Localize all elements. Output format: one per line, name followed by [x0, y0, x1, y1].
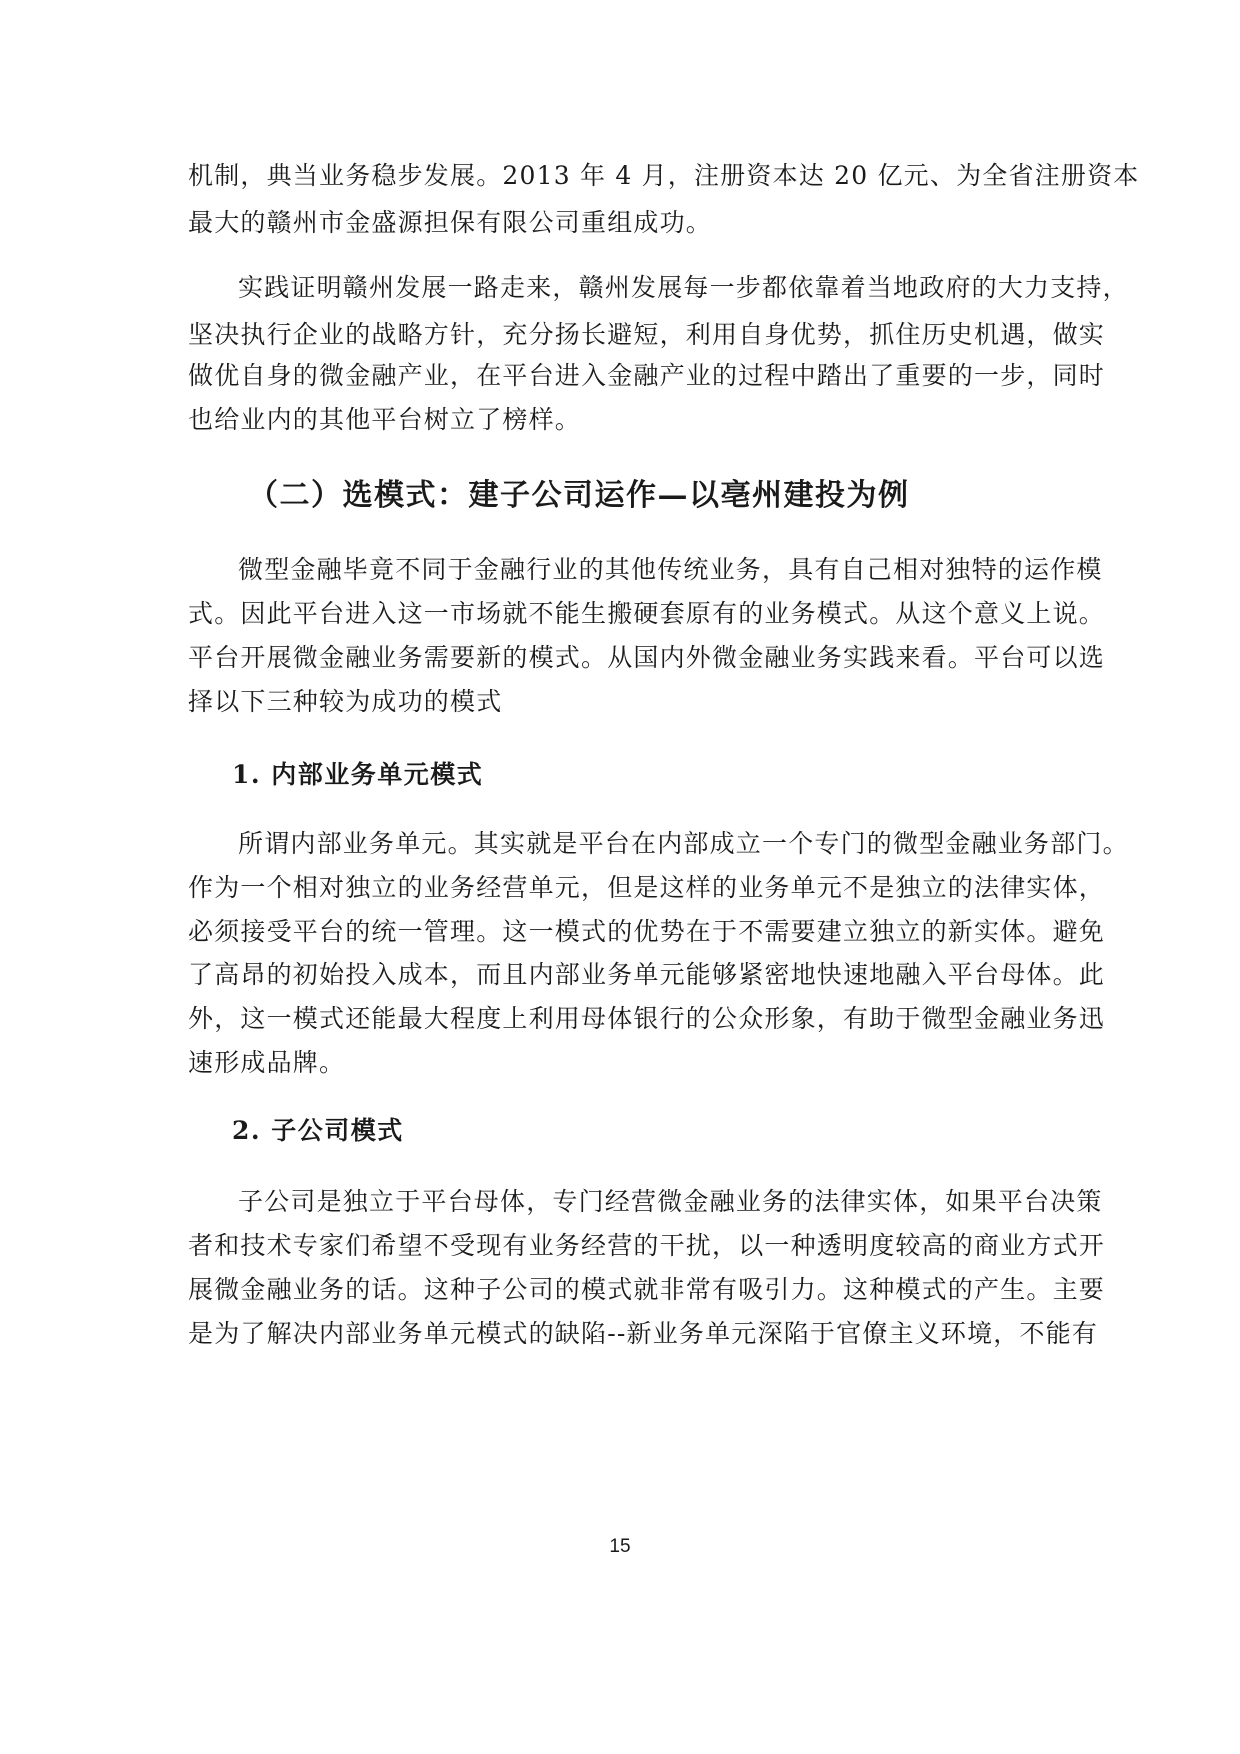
- paragraph-1-line-1: 机制，典当业务稳步发展。2013 年 4 月，注册资本达 20 亿元、为全省注册资本: [188, 161, 1140, 190]
- paragraph-2-line-2: 坚决执行企业的战略方针，充分扬长避短，利用自身优势，抓住历史机遇，做实: [188, 320, 1106, 349]
- paragraph-4-line-2: 作为一个相对独立的业务经营单元，但是这样的业务单元不是独立的法律实体，: [188, 873, 1106, 902]
- paragraph-4-line-1: 所谓内部业务单元。其实就是平台在内部成立一个专门的微型金融业务部门。: [238, 829, 1129, 858]
- paragraph-3-line-2: 式。因此平台进入这一市场就不能生搬硬套原有的业务模式。从这个意义上说。: [188, 599, 1106, 628]
- paragraph-4-line-4: 了高昂的初始投入成本，而且内部业务单元能够紧密地快速地融入平台母体。此: [188, 960, 1106, 989]
- page-number: 15: [609, 1536, 631, 1557]
- section-heading: （二）选模式：建子公司运作—以亳州建投为例: [248, 478, 910, 513]
- paragraph-3-line-4: 择以下三种较为成功的模式: [188, 687, 503, 716]
- paragraph-4-line-3: 必须接受平台的统一管理。这一模式的优势在于不需要建立独立的新实体。避免: [188, 917, 1106, 946]
- paragraph-2-line-4: 也给业内的其他平台树立了榜样。: [188, 405, 582, 434]
- paragraph-2-line-1: 实践证明赣州发展一路走来，赣州发展每一步都依靠着当地政府的大力支持，: [238, 273, 1129, 302]
- subheading-internal-unit-model: 1. 内部业务单元模式: [232, 760, 484, 789]
- paragraph-1-line-2: 最大的赣州市金盛源担保有限公司重组成功。: [188, 208, 713, 237]
- paragraph-5-line-2: 者和技术专家们希望不受现有业务经营的干扰，以一种透明度较高的商业方式开: [188, 1231, 1106, 1260]
- subheading-subsidiary-model: 2. 子公司模式: [232, 1116, 404, 1145]
- paragraph-5-line-1: 子公司是独立于平台母体，专门经营微金融业务的法律实体，如果平台决策: [238, 1187, 1103, 1216]
- paragraph-3-line-1: 微型金融毕竟不同于金融行业的其他传统业务，具有自己相对独特的运作模: [238, 555, 1103, 584]
- paragraph-5-line-4: 是为了解决内部业务单元模式的缺陷--新业务单元深陷于官僚主义环境，不能有: [188, 1319, 1099, 1348]
- paragraph-2-line-3: 做优自身的微金融产业，在平台进入金融产业的过程中踏出了重要的一步，同时: [188, 361, 1106, 390]
- paragraph-4-line-5: 外，这一模式还能最大程度上利用母体银行的公众形象，有助于微型金融业务迅: [188, 1004, 1106, 1033]
- paragraph-3-line-3: 平台开展微金融业务需要新的模式。从国内外微金融业务实践来看。平台可以选: [188, 643, 1106, 672]
- paragraph-5-line-3: 展微金融业务的话。这种子公司的模式就非常有吸引力。这种模式的产生。主要: [188, 1275, 1106, 1304]
- paragraph-4-line-6: 速形成品牌。: [188, 1048, 346, 1077]
